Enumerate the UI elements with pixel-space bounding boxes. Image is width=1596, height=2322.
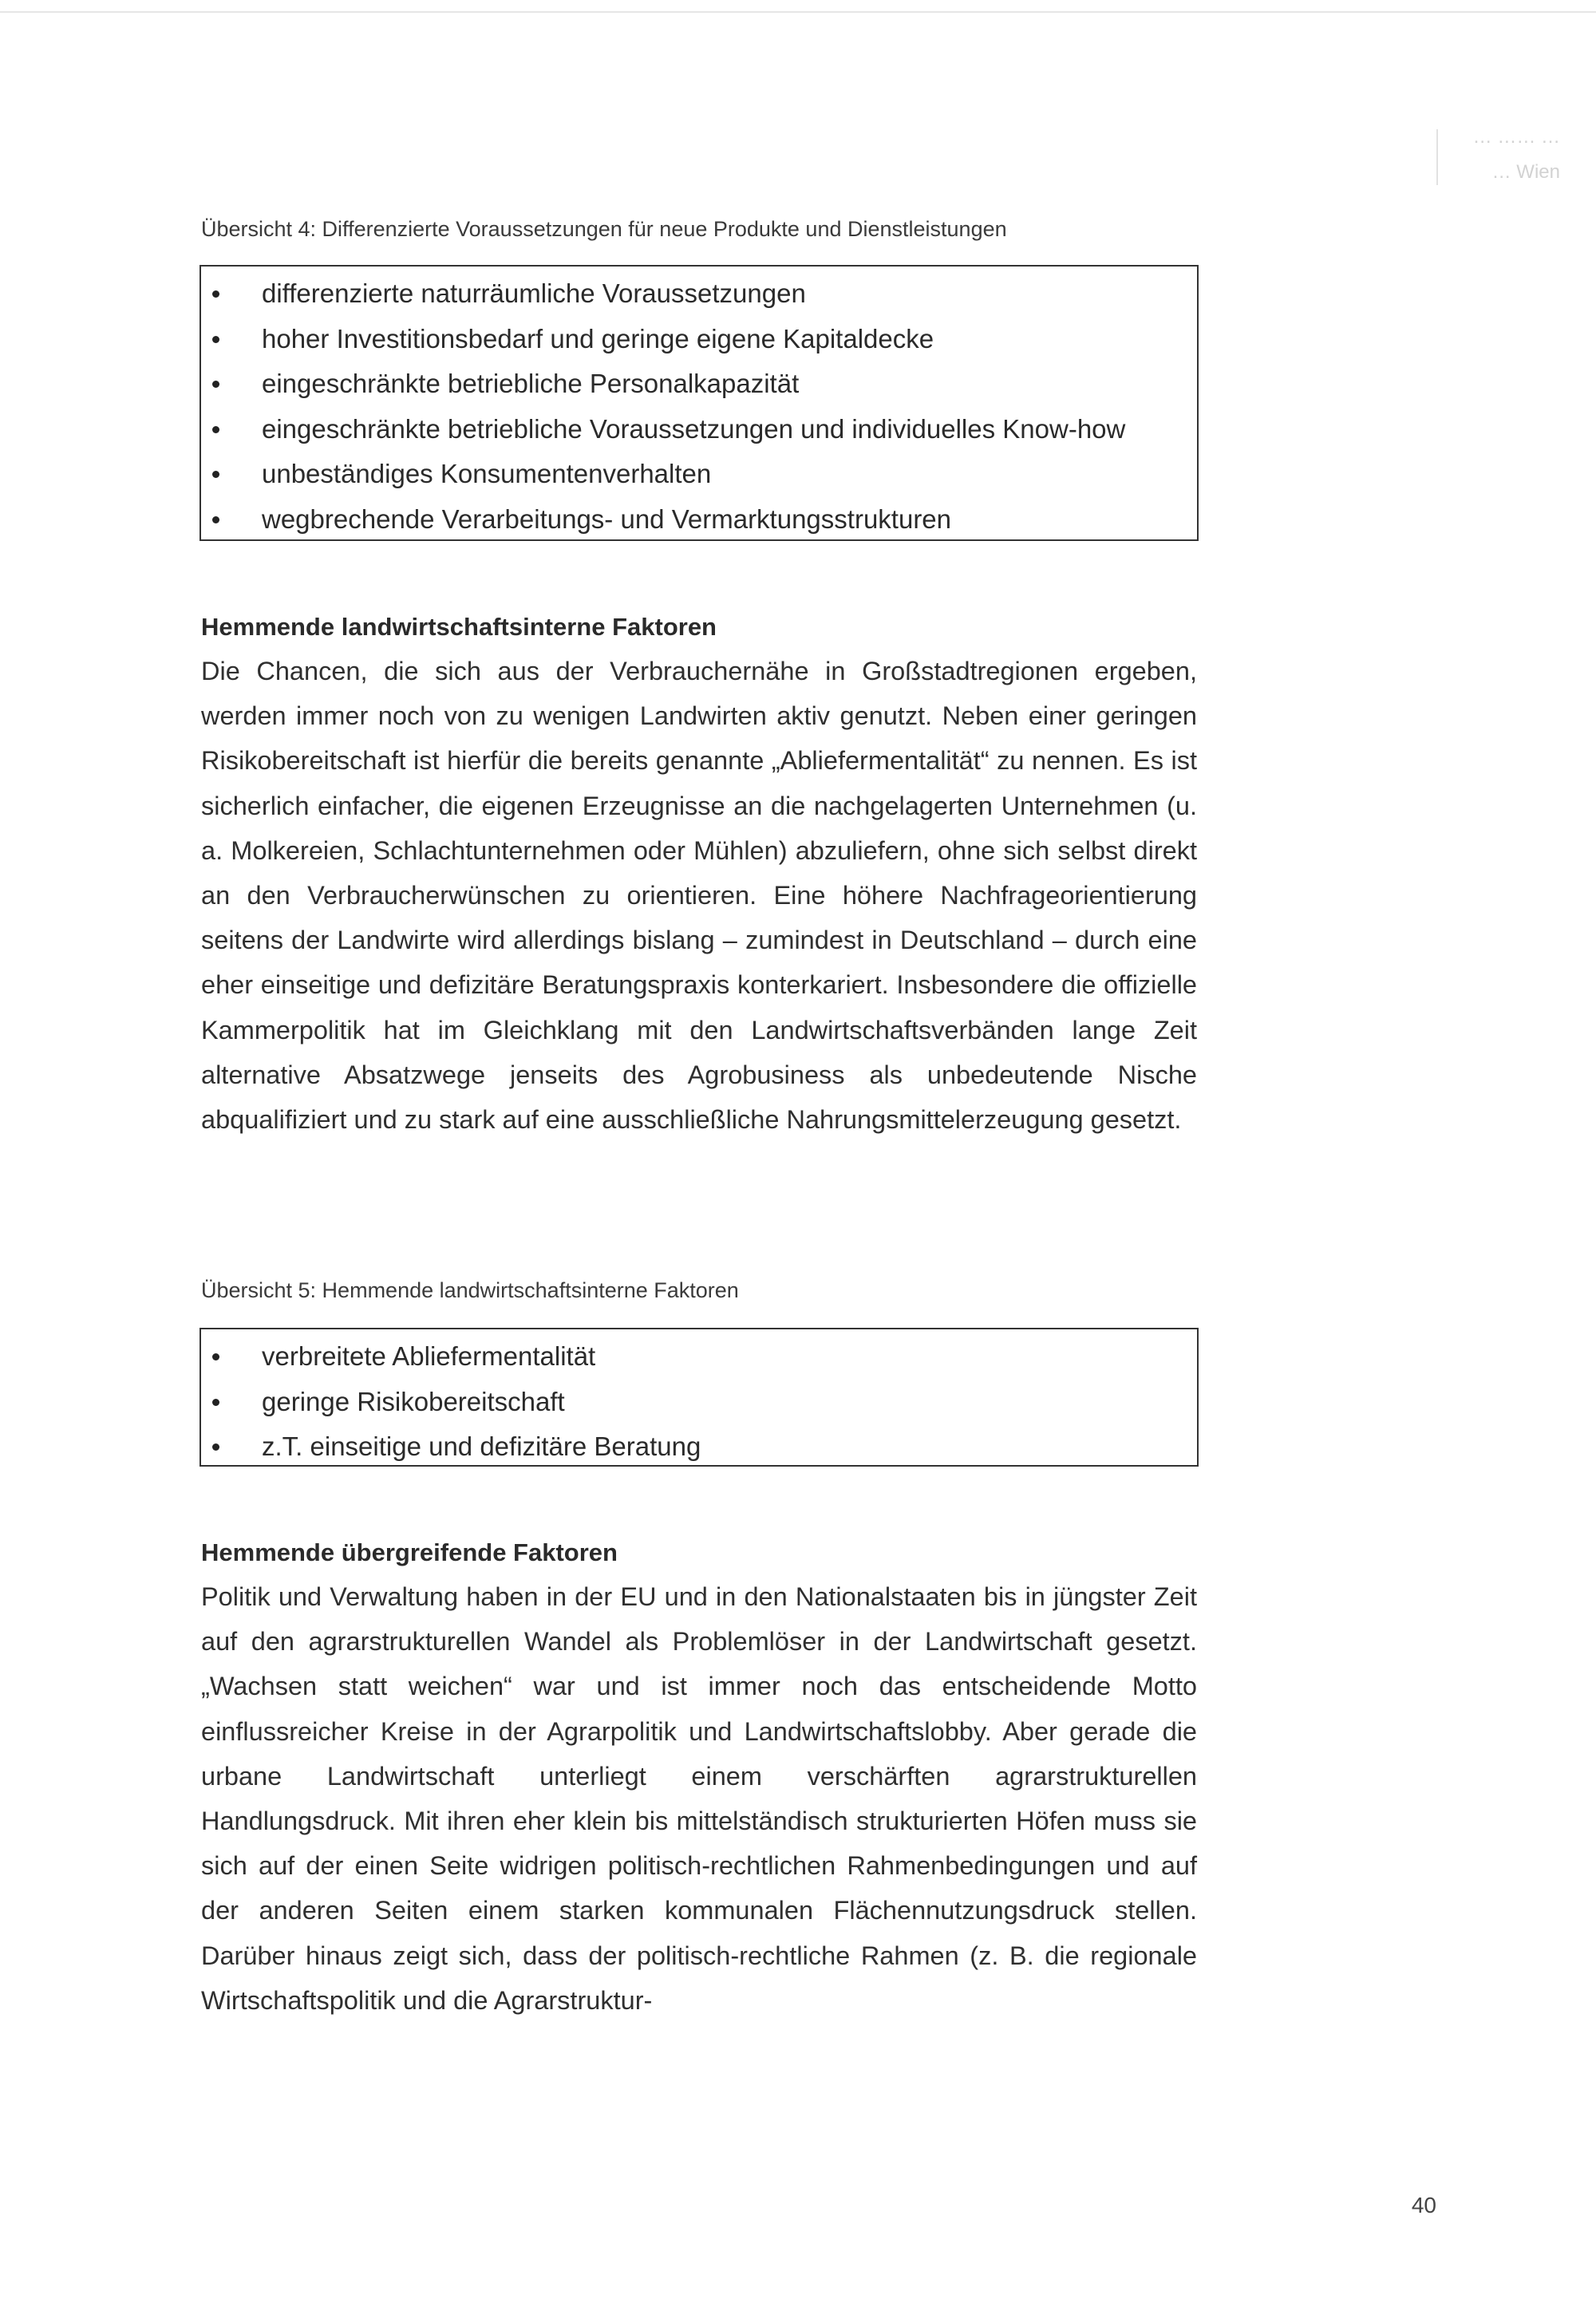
page-top-rule (0, 11, 1596, 13)
overview4-caption: Übersicht 4: Differenzierte Voraussetzungen für neue Produkte und Dienstleistungen (201, 217, 1007, 241)
list-item: geringe Risikobereitschaft (201, 1380, 1197, 1425)
overview5-box (200, 1328, 1199, 1467)
list-item: hoher Investitionsbedarf und geringe eigene Kapitaldecke (201, 317, 1197, 362)
list-item: eingeschränkte betriebliche Personalkapazität (201, 361, 1197, 407)
faint-running-header (1241, 120, 1560, 192)
list-item: unbeständiges Konsumentenverhalten (201, 452, 1197, 497)
overview5-caption: Übersicht 5: Hemmende landwirtschaftsinterne Faktoren (201, 1278, 739, 1302)
bullet-icon (212, 1443, 219, 1451)
section2-paragraph: Politik und Verwaltung haben in der EU und in den Nationalstaaten bis in jüngster Zeit auf den agrarstrukturellen Wandel als Problemlöser in der Landwirtschaft gesetzt. „Wachsen statt weichen“ war und ist immer noch das entscheidende Motto einflussreicher Kreise in der Agrarpolitik und Landwirtschaftslobby. Aber gerade die urbane Landwirtschaft unterliegt einem verschärften agrarstrukturellen Handlungsdruck. Mit ihren eher klein bis mittelständisch strukturierten Höfen muss sie sich auf der einen Seite widrigen politisch-rechtlichen Rahmenbedingungen und auf der anderen Seiten einem starken kommunalen Flächennutzungsdruck stellen. Darüber hinaus zeigt sich, dass der politisch-rechtliche Rahmen (z. B. die regionale Wirtschaftspolitik und die Agrarstruktur- (201, 1582, 1197, 2015)
bullet-icon (212, 336, 219, 343)
list-item: differenzierte naturräumliche Voraussetzungen (201, 271, 1197, 317)
list-item: wegbrechende Verarbeitungs- und Vermarktungsstrukturen (201, 497, 1197, 543)
bullet-icon (212, 471, 219, 478)
bullet-icon (212, 426, 219, 433)
list-item: z.T. einseitige und defizitäre Beratung (201, 1424, 1197, 1470)
page-number: 40 (1411, 2193, 1436, 2217)
section2-heading: Hemmende übergreifende Faktoren (201, 1538, 618, 1566)
faint-header-line-1: … …… … (1472, 126, 1560, 148)
bullet-icon (212, 516, 219, 523)
overview4-box (200, 265, 1199, 541)
list-item: eingeschränkte betriebliche Voraussetzungen und individuelles Know-how (201, 407, 1197, 452)
bullet-icon (212, 1353, 219, 1360)
bullet-icon (212, 1399, 219, 1406)
section1-paragraph: Die Chancen, die sich aus der Verbrauchernähe in Großstadtregionen ergeben, werden immer noch von zu wenigen Landwirten aktiv genutzt. Neben einer geringen Risikobereitschaft ist hierfür die bereits genannte „Abliefermentalität“ zu nennen. Es ist sicherlich einfacher, die eigenen Erzeugnisse an die nachgelagerten Unternehmen (u. a. Molkereien, Schlachtunternehmen oder Mühlen) abzuliefern, ohne sich selbst direkt an den Verbraucherwünschen zu orientieren. Eine höhere Nachfrageorientierung seitens der Landwirte wird allerdings bislang – zumindest in Deutschland – durch eine eher einseitige und defizitäre Beratungspraxis konterkariert. Insbesondere die offizielle Kammerpolitik hat im Gleichklang mit den Landwirtschaftsverbänden lange Zeit alternative Absatzwege jenseits des Agrobusiness als unbedeutende Nische abqualifiziert und zu stark auf eine ausschließliche Nahrungsmittelerzeugung gesetzt. (201, 657, 1197, 1135)
list-item: verbreitete Abliefermentalität (201, 1334, 1197, 1380)
faint-header-line-2: … Wien (1491, 161, 1560, 183)
bullet-icon (212, 290, 219, 298)
section1-heading: Hemmende landwirtschaftsinterne Faktoren (201, 613, 717, 641)
bullet-icon (212, 381, 219, 388)
